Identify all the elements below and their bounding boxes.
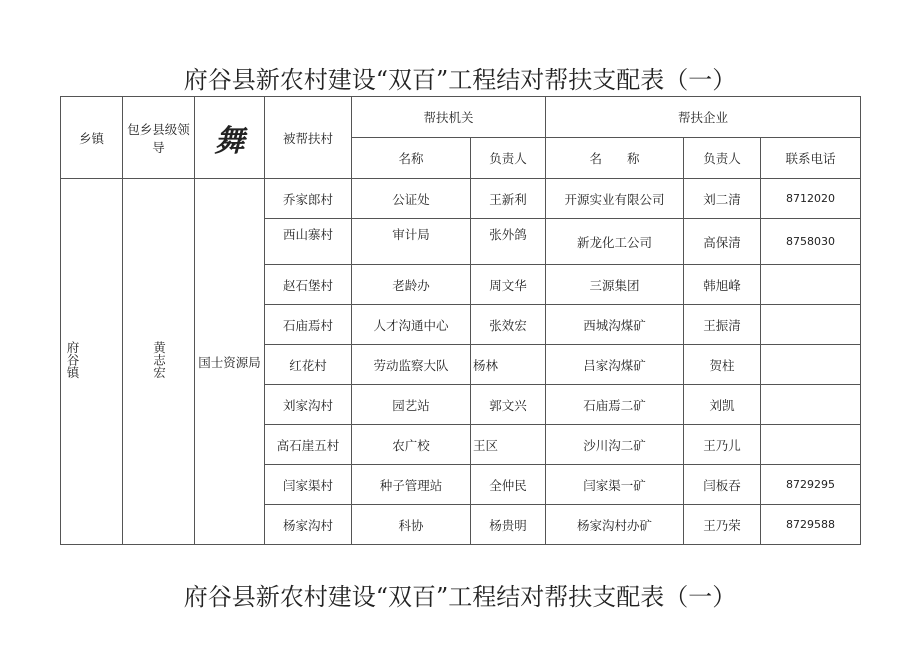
phone-cell: [761, 265, 861, 305]
enterprise-head-cell: 王振清: [684, 305, 761, 345]
header-township: 乡镇: [61, 97, 123, 179]
phone-cell: [761, 385, 861, 425]
village-cell: 乔家郎村: [265, 179, 352, 219]
phone-cell: [761, 305, 861, 345]
enterprise-cell: 闫家渠一矿: [546, 465, 684, 505]
village-cell: 赵石堡村: [265, 265, 352, 305]
leader-cell: [123, 179, 195, 545]
phone-cell: 8729295: [761, 465, 861, 505]
township-value: 府谷镇: [65, 341, 80, 379]
agency-head-cell: 王区: [471, 425, 546, 465]
village-cell: 高石崖五村: [265, 425, 352, 465]
document-title: 府谷县新农村建设“双百”工程结对帮扶支配表（一）: [183, 66, 737, 94]
header-village: 被帮扶村: [265, 97, 352, 179]
agency-cell: 人才沟通中心: [352, 305, 471, 345]
agency-head-cell: 王新利: [471, 179, 546, 219]
agency-cell: 园艺站: [352, 385, 471, 425]
header-enterprise-group: 帮扶企业: [546, 97, 861, 138]
village-cell: 杨家沟村: [265, 505, 352, 545]
header-enterprise-head: 负责人: [684, 138, 761, 179]
agency-head-cell: 张外鸽: [471, 219, 546, 265]
assistance-table: [60, 96, 861, 545]
header-stamp-char: [195, 97, 265, 179]
enterprise-cell: 石庙焉二矿: [546, 385, 684, 425]
phone-cell: 8712020: [761, 179, 861, 219]
enterprise-cell: 杨家沟村办矿: [546, 505, 684, 545]
enterprise-head-cell: 贺柱: [684, 345, 761, 385]
agency-head-cell: 郭文兴: [471, 385, 546, 425]
leader-value: 黄志宏: [151, 341, 167, 379]
agency-head-cell: 杨贵明: [471, 505, 546, 545]
enterprise-cell: 新龙化工公司: [546, 219, 684, 265]
enterprise-cell: 沙川沟二矿: [546, 425, 684, 465]
agency-cell: 农广校: [352, 425, 471, 465]
header-agency-head: 负责人: [471, 138, 546, 179]
header-enterprise-name: 名 称: [546, 138, 684, 179]
agency-cell: 劳动监察大队: [352, 345, 471, 385]
enterprise-cell: 开源实业有限公司: [546, 179, 684, 219]
enterprise-head-cell: 王乃儿: [684, 425, 761, 465]
enterprise-head-cell: 韩旭峰: [684, 265, 761, 305]
agency-head-cell: 全仲民: [471, 465, 546, 505]
agency-head-cell: 张效宏: [471, 305, 546, 345]
village-cell: 红花村: [265, 345, 352, 385]
agency-head-cell: 周文华: [471, 265, 546, 305]
phone-cell: 8758030: [761, 219, 861, 265]
agency-cell: 公证处: [352, 179, 471, 219]
header-phone: 联系电话: [761, 138, 861, 179]
village-cell: 闫家渠村: [265, 465, 352, 505]
township-cell: [61, 179, 123, 545]
agency-cell: 审计局: [352, 219, 471, 265]
agency-cell: 种子管理站: [352, 465, 471, 505]
enterprise-head-cell: 闫板吞: [684, 465, 761, 505]
header-agency-group: 帮扶机关: [352, 97, 546, 138]
enterprise-head-cell: 高保清: [684, 219, 761, 265]
document-title-repeat: 府谷县新农村建设“双百”工程结对帮扶支配表（一）: [183, 583, 737, 611]
stamp-char: 舞: [214, 123, 245, 159]
header-agency-name: 名称: [352, 138, 471, 179]
enterprise-head-cell: 王乃荣: [684, 505, 761, 545]
enterprise-head-cell: 刘凯: [684, 385, 761, 425]
phone-cell: [761, 345, 861, 385]
enterprise-head-cell: 刘二清: [684, 179, 761, 219]
agency-head-cell: 杨林: [471, 345, 546, 385]
enterprise-cell: 三源集团: [546, 265, 684, 305]
enterprise-cell: 西城沟煤矿: [546, 305, 684, 345]
village-cell: 石庙焉村: [265, 305, 352, 345]
header-county-leader: 包乡县级领导: [123, 97, 195, 179]
village-cell: 西山寨村: [265, 219, 352, 265]
enterprise-cell: 吕家沟煤矿: [546, 345, 684, 385]
village-cell: 刘家沟村: [265, 385, 352, 425]
lead-unit: 国士资源局: [195, 179, 265, 545]
phone-cell: 8729588: [761, 505, 861, 545]
table-row: [61, 179, 861, 219]
agency-cell: 科协: [352, 505, 471, 545]
phone-cell: [761, 425, 861, 465]
agency-cell: 老龄办: [352, 265, 471, 305]
